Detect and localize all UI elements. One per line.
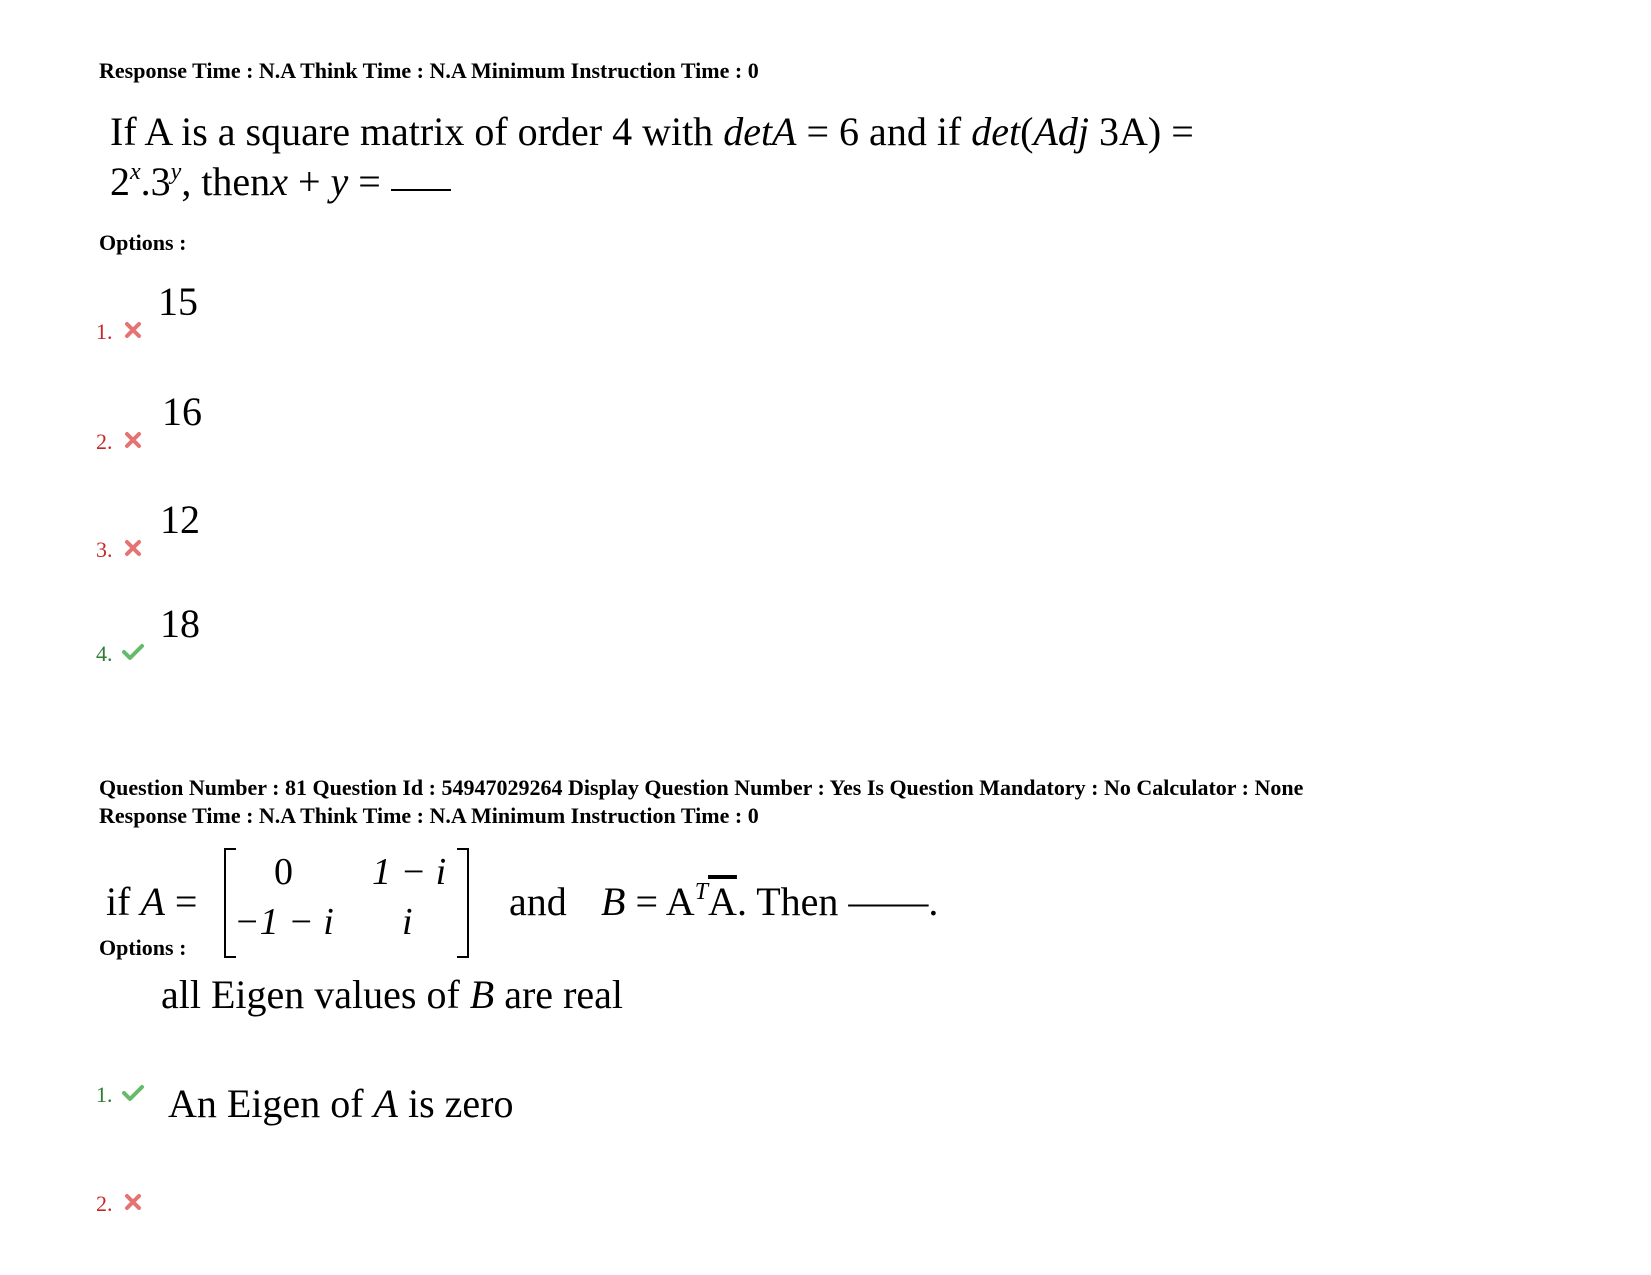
cross-icon xyxy=(124,539,142,557)
q81-meta-line1: Question Number : 81 Question Id : 54947029264 Display Question Number : Yes Is Question Mandatory : No Calculator : None xyxy=(99,775,1304,800)
q80-question-line2: 2$^x$.3$^y$, thenx + y = xyxy=(110,157,1194,207)
option-value: 16 xyxy=(162,389,202,434)
b-definition: $B = A^T\overline{A}$. Then ——. xyxy=(601,879,939,924)
option-number: 3. xyxy=(96,537,113,562)
option-value: An Eigen of A is zero xyxy=(168,1081,514,1126)
matrix-cell-21: −1 − i xyxy=(234,901,334,943)
option-value: 15 xyxy=(158,279,198,324)
answer-blank xyxy=(391,188,451,191)
option-value: 12 xyxy=(160,497,200,542)
matrix-cell-11: 0 xyxy=(274,851,293,893)
cross-icon xyxy=(124,431,142,449)
q81-options-label: Options : xyxy=(99,935,187,960)
check-icon xyxy=(122,643,144,661)
option-number: 2. xyxy=(96,1191,113,1216)
check-icon xyxy=(122,1084,144,1102)
matrix-cell-12: 1 − i xyxy=(372,851,447,893)
q81-question-text xyxy=(106,848,1006,958)
matrix-right-bracket xyxy=(457,848,469,958)
q80-question-text xyxy=(110,107,1194,207)
option-number: 1. xyxy=(96,1082,113,1107)
q80-options-label: Options : xyxy=(99,230,187,255)
cross-icon xyxy=(124,321,142,339)
option-number: 2. xyxy=(96,429,113,454)
q81-meta-line2: Response Time : N.A Think Time : N.A Minimum Instruction Time : 0 xyxy=(99,803,759,828)
q80-meta-line: Response Time : N.A Think Time : N.A Minimum Instruction Time : 0 xyxy=(99,58,759,83)
option-value: 18 xyxy=(160,601,200,646)
option-number: 4. xyxy=(96,641,113,666)
cross-icon xyxy=(124,1193,142,1211)
option-number: 1. xyxy=(96,319,113,344)
matrix-cell-22: i xyxy=(402,901,413,943)
matrix-a xyxy=(224,848,469,956)
and-label: and xyxy=(509,879,567,924)
q80-question-line1: If A is a square matrix of order 4 with detA = 6 and if det(Adj 3A) = xyxy=(110,109,1194,154)
option-value: all Eigen values of B are real xyxy=(161,972,624,1017)
if-label: if A = xyxy=(106,879,198,924)
